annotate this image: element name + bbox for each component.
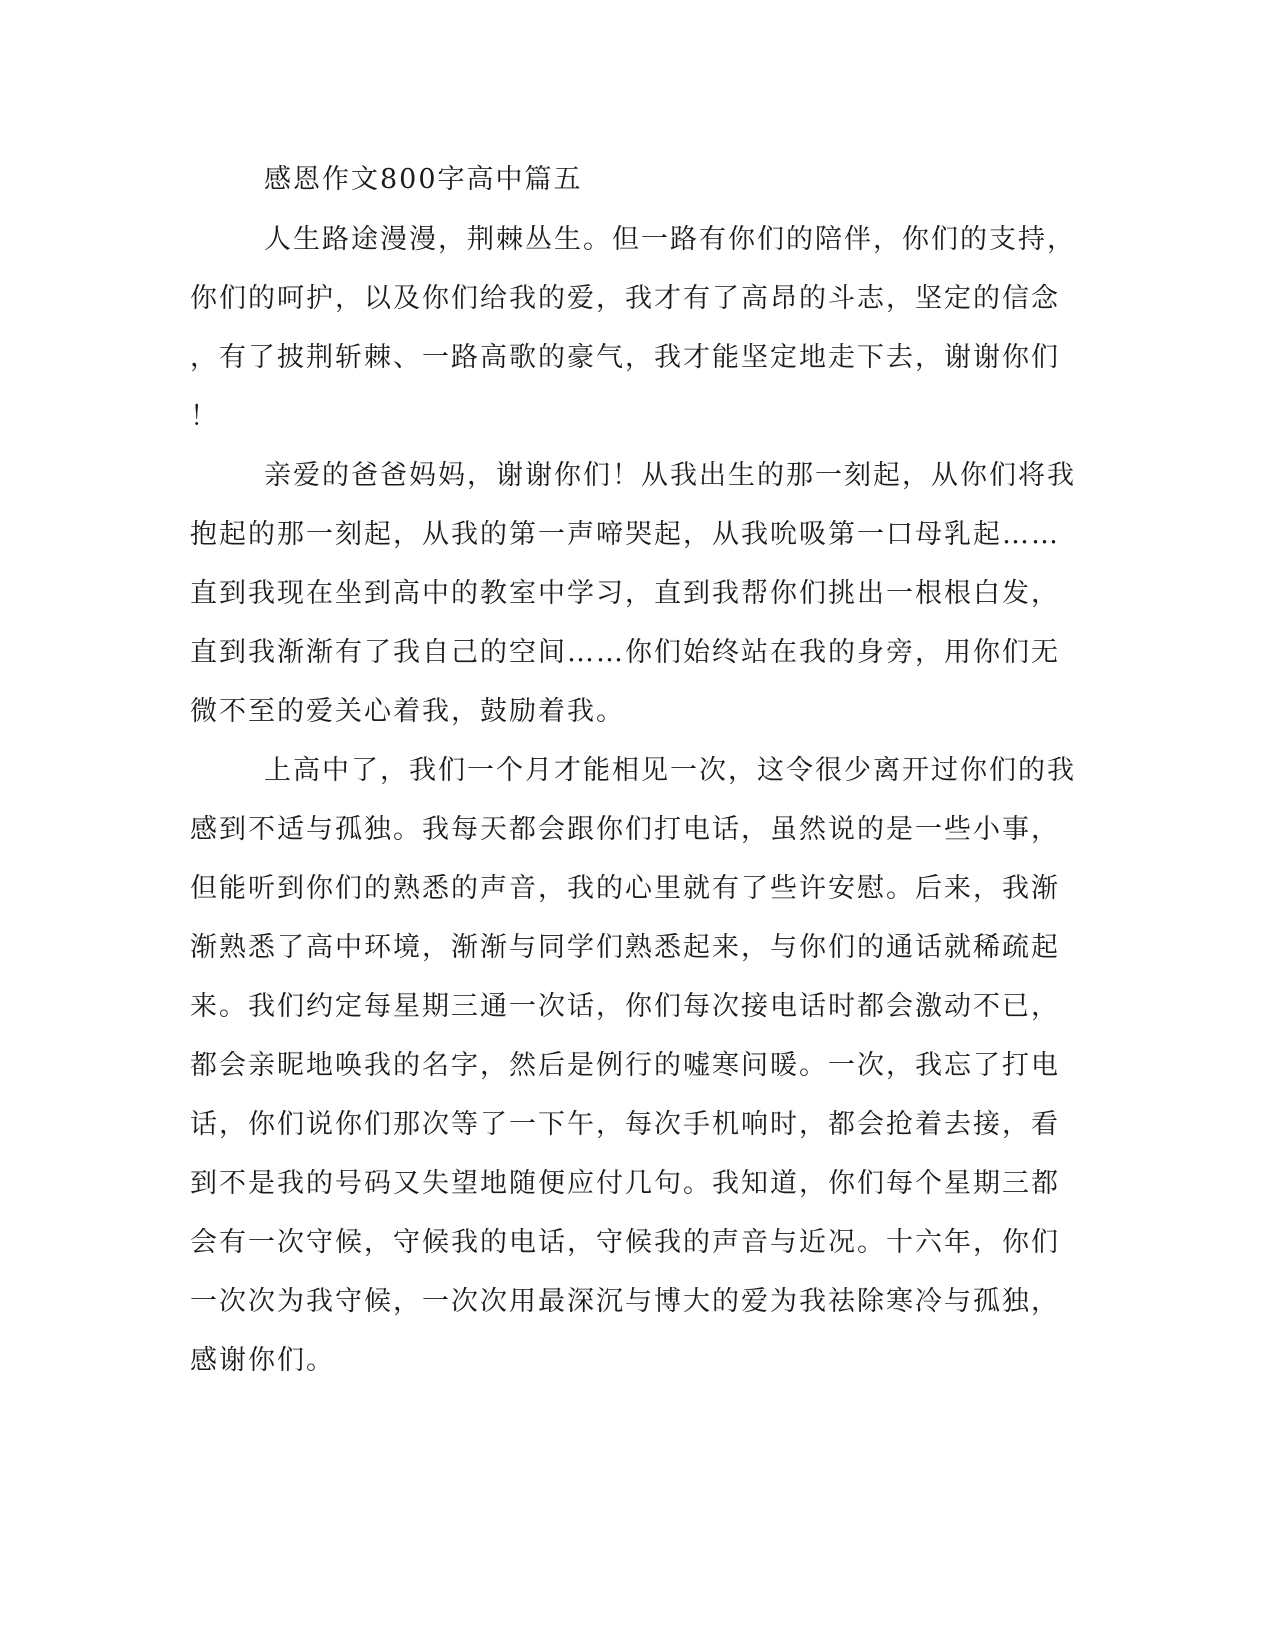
paragraph-line: ，有了披荆斩棘、一路高歌的豪气，我才能坚定地走下去，谢谢你们: [190, 342, 1060, 373]
paragraph-line: 你们的呵护，以及你们给我的爱，我才有了高昂的斗志，坚定的信念: [190, 283, 1060, 314]
document-title: 感恩作文800字高中篇五: [264, 164, 583, 195]
paragraph-line: 感到不适与孤独。我每天都会跟你们打电话，虽然说的是一些小事，: [190, 814, 1060, 845]
paragraph-line: ！: [190, 401, 219, 432]
paragraph-line: 到不是我的号码又失望地随便应付几句。我知道，你们每个星期三都: [190, 1168, 1060, 1199]
paragraph-line: 渐熟悉了高中环境，渐渐与同学们熟悉起来，与你们的通话就稀疏起: [190, 932, 1060, 963]
paragraph-line: 直到我渐渐有了我自己的空间……你们始终站在我的身旁，用你们无: [190, 637, 1060, 668]
paragraph-line: 感谢你们。: [190, 1345, 335, 1376]
paragraph-line: 会有一次守候，守候我的电话，守候我的声音与近况。十六年，你们: [190, 1227, 1060, 1258]
paragraph-line: 人生路途漫漫，荆棘丛生。但一路有你们的陪伴，你们的支持，: [264, 224, 1076, 255]
paragraph-line: 都会亲昵地唤我的名字，然后是例行的嘘寒问暖。一次，我忘了打电: [190, 1050, 1060, 1081]
paragraph-line: 话，你们说你们那次等了一下午，每次手机响时，都会抢着去接，看: [190, 1109, 1060, 1140]
paragraph-line: 微不至的爱关心着我，鼓励着我。: [190, 696, 625, 727]
paragraph-line: 直到我现在坐到高中的教室中学习，直到我帮你们挑出一根根白发，: [190, 578, 1060, 609]
paragraph-line: 上高中了，我们一个月才能相见一次，这令很少离开过你们的我: [264, 755, 1076, 786]
paragraph-line: 抱起的那一刻起，从我的第一声啼哭起，从我吮吸第一口母乳起……: [190, 519, 1060, 550]
paragraph-line: 亲爱的爸爸妈妈，谢谢你们！从我出生的那一刻起，从你们将我: [264, 460, 1076, 491]
paragraph-line: 一次次为我守候，一次次用最深沉与博大的爱为我祛除寒冷与孤独，: [190, 1286, 1060, 1317]
paragraph-line: 来。我们约定每星期三通一次话，你们每次接电话时都会激动不已，: [190, 991, 1060, 1022]
paragraph-line: 但能听到你们的熟悉的声音，我的心里就有了些许安慰。后来，我渐: [190, 873, 1060, 904]
